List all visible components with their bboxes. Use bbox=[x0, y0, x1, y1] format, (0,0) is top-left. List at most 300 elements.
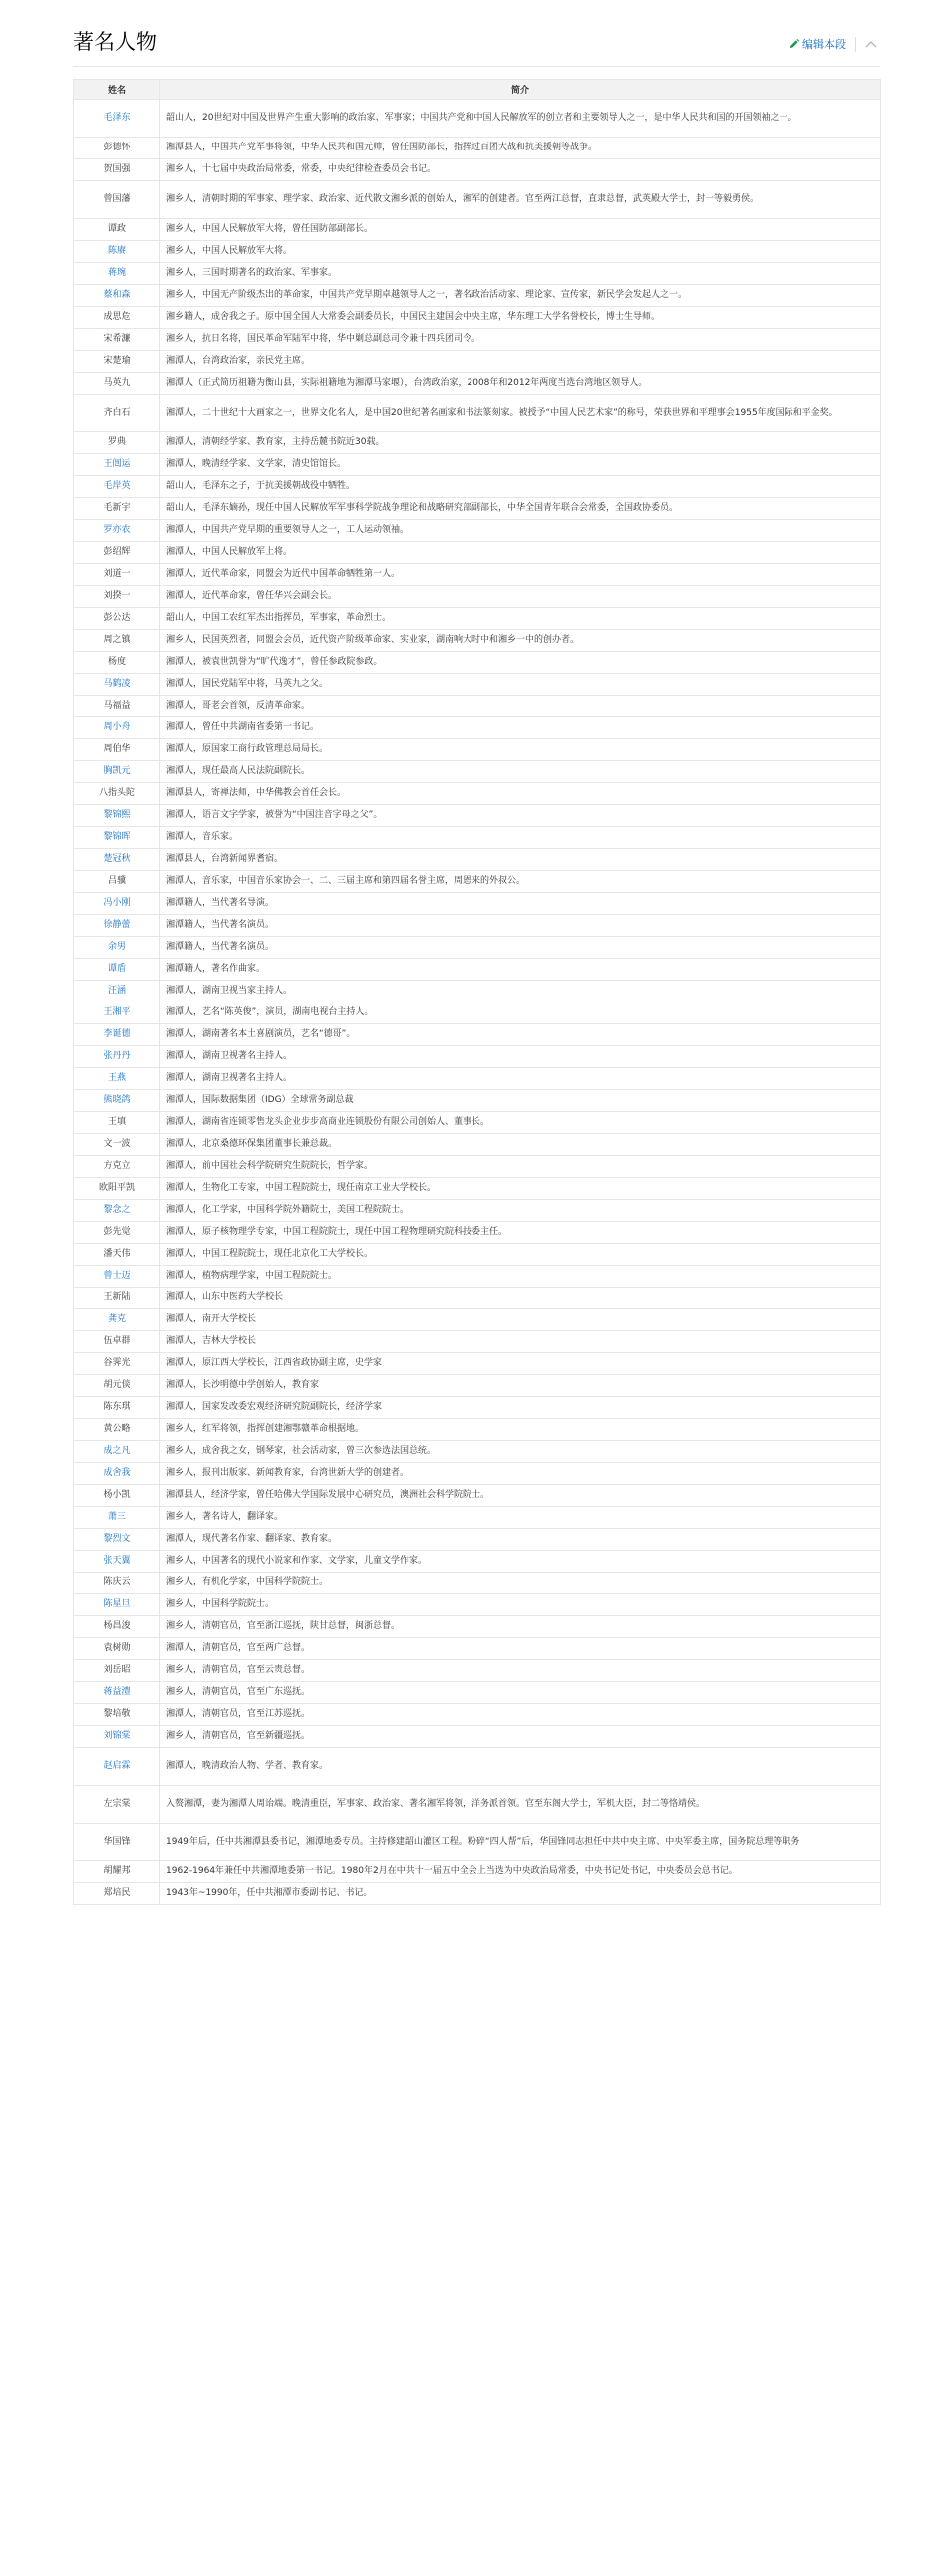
person-name-cell bbox=[74, 1266, 160, 1288]
person-description: 韶山人，中国工农红军杰出指挥员，军事家，革命烈士。 bbox=[160, 608, 881, 630]
person-description: 湘乡人，著名诗人，翻译家。 bbox=[160, 1507, 881, 1529]
table-row bbox=[74, 652, 881, 674]
person-name-cell bbox=[74, 564, 160, 586]
table-row bbox=[74, 1266, 881, 1288]
person-name-link[interactable]: 萧三 bbox=[107, 1512, 126, 1522]
person-name: 王新陆 bbox=[103, 1292, 131, 1302]
section-header bbox=[73, 0, 880, 67]
person-name-link[interactable]: 王燕 bbox=[107, 1073, 126, 1083]
person-name-cell bbox=[74, 1112, 160, 1134]
person-description: 湘潭人，北京桑德环保集团董事长兼总裁。 bbox=[160, 1134, 881, 1156]
person-description: 湘潭人，湖南著名本土喜剧演员，艺名“德哥”。 bbox=[160, 1024, 881, 1046]
table-row bbox=[74, 717, 881, 739]
table-row bbox=[74, 1463, 881, 1485]
person-name-link[interactable]: 熊晓鸽 bbox=[103, 1095, 131, 1105]
famous-people-section bbox=[73, 0, 880, 1898]
table-row bbox=[74, 1704, 881, 1726]
person-description: 湘潭人，国民党陆军中将，马英九之父。 bbox=[160, 674, 881, 696]
person-description: 湘潭人，台湾政治家，亲民党主席。 bbox=[160, 351, 881, 373]
table-row bbox=[74, 1331, 881, 1353]
table-row bbox=[74, 1551, 881, 1573]
person-name-cell bbox=[74, 498, 160, 520]
person-description: 湘乡人，民国英烈者，同盟会会员，近代资产阶级革命家、实业家，湖南响大时中和湘乡一中的创办者。 bbox=[160, 630, 881, 652]
person-name-cell bbox=[74, 1353, 160, 1375]
person-name: 谭政 bbox=[107, 224, 126, 234]
person-name: 彭德怀 bbox=[103, 143, 131, 152]
person-description: 湘潭人，前中国社会科学院研究生院院长，哲学家。 bbox=[160, 1156, 881, 1178]
person-name: 成思危 bbox=[103, 312, 131, 322]
table-row bbox=[74, 915, 881, 937]
person-description: 湘乡人，清朝官员，官至新疆巡抚。 bbox=[160, 1726, 881, 1748]
table-row bbox=[74, 1594, 881, 1616]
person-name: 周伯华 bbox=[103, 744, 131, 754]
table-row bbox=[74, 263, 881, 285]
table-row bbox=[74, 520, 881, 542]
table-row bbox=[74, 586, 881, 608]
person-name: 宋楚瑜 bbox=[103, 356, 131, 366]
person-name-cell bbox=[74, 1616, 160, 1638]
person-description: 湘乡人，中国人民解放军大将，曾任国防部副部长。 bbox=[160, 219, 881, 241]
person-name: 马福益 bbox=[103, 701, 131, 711]
person-description: 湘潭籍人，著名作曲家。 bbox=[160, 959, 881, 981]
table-row bbox=[74, 696, 881, 717]
table-row bbox=[74, 432, 881, 454]
person-description: 湘乡人，十七届中央政治局常委，常委，中央纪律检查委员会书记。 bbox=[160, 159, 881, 181]
person-name-cell bbox=[74, 1288, 160, 1309]
person-name: 潘天伟 bbox=[103, 1249, 131, 1259]
person-name: 马英九 bbox=[103, 378, 131, 388]
header-divider bbox=[855, 37, 856, 52]
person-name-cell bbox=[74, 329, 160, 351]
person-name-cell bbox=[74, 373, 160, 395]
person-name: 刘道一 bbox=[103, 569, 131, 579]
table-row bbox=[74, 1002, 881, 1024]
person-name-cell bbox=[74, 739, 160, 761]
person-description: 湘潭人，生物化工专家，中国工程院院士，现任南京工业大学校长。 bbox=[160, 1178, 881, 1200]
person-name-link[interactable]: 蒋琬 bbox=[107, 268, 126, 278]
table-row bbox=[74, 1178, 881, 1200]
table-row bbox=[74, 871, 881, 893]
person-name-cell bbox=[74, 608, 160, 630]
table-row bbox=[74, 1883, 881, 1905]
person-name-link[interactable]: 王湘平 bbox=[103, 1007, 131, 1017]
person-name: 伍卓群 bbox=[103, 1336, 131, 1346]
person-description: 湘潭人，湖南省连锁零售龙头企业步步高商业连锁股份有限公司创始人、董事长。 bbox=[160, 1112, 881, 1134]
column-header-description: 简介 bbox=[160, 80, 881, 100]
table-row bbox=[74, 630, 881, 652]
person-description: 湘乡人，中国科学院院士。 bbox=[160, 1594, 881, 1616]
person-name-cell bbox=[74, 351, 160, 373]
person-name-link[interactable]: 成舍我 bbox=[103, 1468, 131, 1478]
person-description: 湘潭县人，经济学家，曾任哈佛大学国际发展中心研究员，澳洲社会科学院院士。 bbox=[160, 1485, 881, 1507]
person-description: 湘潭人，清朝官员，官至两广总督。 bbox=[160, 1638, 881, 1660]
person-name: 彭绍辉 bbox=[103, 547, 131, 557]
person-description: 湘潭人，晚清经学家、文学家，清史馆馆长。 bbox=[160, 454, 881, 476]
table-row bbox=[74, 1573, 881, 1594]
person-description: 湘潭人，哥老会首领，反清革命家。 bbox=[160, 696, 881, 717]
person-name-cell bbox=[74, 849, 160, 871]
person-name-cell bbox=[74, 1134, 160, 1156]
person-name: 欧阳平凯 bbox=[98, 1183, 135, 1193]
person-name-cell bbox=[74, 1883, 160, 1905]
person-description: 湘潭籍人，当代著名导演。 bbox=[160, 893, 881, 915]
table-row bbox=[74, 1375, 881, 1397]
section-title: 著名人物 bbox=[73, 30, 157, 54]
table-row bbox=[74, 674, 881, 696]
person-name-cell bbox=[74, 696, 160, 717]
person-name-link[interactable]: 黎烈文 bbox=[103, 1534, 131, 1544]
table-row bbox=[74, 1288, 881, 1309]
person-description: 湘乡籍人，成舍我之子。原中国全国人大常委会副委员长，中国民主建国会中央主席，华东理工大学名誉校长，博士生导师。 bbox=[160, 307, 881, 329]
table-row bbox=[74, 373, 881, 395]
table-row bbox=[74, 1441, 881, 1463]
person-description: 湘潭人，中国人民解放军上将。 bbox=[160, 542, 881, 564]
person-description: 1962-1964年兼任中共湘潭地委第一书记。1980年2月在中共十一届五中全会上当选为中央政治局常委，中央书记处书记，中央委员会总书记。 bbox=[160, 1861, 881, 1883]
table-row bbox=[74, 981, 881, 1002]
person-name-cell bbox=[74, 1331, 160, 1353]
table-row bbox=[74, 783, 881, 805]
person-name: 陈东琪 bbox=[103, 1402, 131, 1412]
person-description: 湘乡人，三国时期著名的政治家、军事家。 bbox=[160, 263, 881, 285]
table-row bbox=[74, 498, 881, 520]
person-description: 湘潭人，南开大学校长 bbox=[160, 1309, 881, 1331]
table-row bbox=[74, 1353, 881, 1375]
person-name-link[interactable]: 罗亦农 bbox=[103, 525, 131, 535]
person-name-link[interactable]: 张丹丹 bbox=[103, 1051, 131, 1061]
person-name-cell bbox=[74, 263, 160, 285]
table-row bbox=[74, 307, 881, 329]
person-name: 袁树勋 bbox=[103, 1643, 131, 1653]
person-name-cell bbox=[74, 1463, 160, 1485]
person-name: 胡元倓 bbox=[103, 1380, 131, 1390]
person-name: 杨度 bbox=[107, 657, 126, 667]
person-description: 湘乡人，清朝官员，官至浙江巡抚，陕甘总督，闽浙总督。 bbox=[160, 1616, 881, 1638]
table-row bbox=[74, 1638, 881, 1660]
person-name-link[interactable]: 胸凯元 bbox=[103, 766, 131, 776]
person-description: 湘潭人，二十世纪十大画家之一，世界文化名人，是中国20世纪著名画家和书法篆刻家。被授予“中国人民艺术家”的称号，荣获世界和平理事会1955年度国际和平金奖。 bbox=[160, 395, 881, 432]
person-name-cell bbox=[74, 1178, 160, 1200]
collapse-section-button[interactable] bbox=[862, 33, 880, 55]
person-name-cell bbox=[74, 1024, 160, 1046]
person-name-cell bbox=[74, 395, 160, 432]
person-name-cell bbox=[74, 476, 160, 498]
person-description: 湘潭人，中国共产党早期的重要领导人之一，工人运动领袖。 bbox=[160, 520, 881, 542]
table-row bbox=[74, 351, 881, 373]
edit-section-button[interactable] bbox=[789, 37, 846, 53]
person-name: 华国锋 bbox=[103, 1837, 131, 1847]
person-name: 宋希濂 bbox=[103, 334, 131, 344]
table-row bbox=[74, 542, 881, 564]
person-name-link[interactable]: 陈赓 bbox=[107, 246, 126, 256]
person-name-cell bbox=[74, 1638, 160, 1660]
person-name-cell bbox=[74, 1200, 160, 1222]
table-row bbox=[74, 219, 881, 241]
person-name: 彭先觉 bbox=[103, 1227, 131, 1237]
person-name-cell bbox=[74, 138, 160, 159]
person-description: 1943年~1990年，任中共湘潭市委副书记、书记。 bbox=[160, 1883, 881, 1905]
person-description: 湘潭县人，中国共产党军事将领，中华人民共和国元帅，曾任国防部长，指挥过百团大战和抗美援朝等战争。 bbox=[160, 138, 881, 159]
person-name: 王填 bbox=[107, 1117, 126, 1127]
person-name-link[interactable]: 汪涵 bbox=[107, 986, 126, 996]
table-row bbox=[74, 454, 881, 476]
person-description: 湘潭人，中国工程院院士，现任北京化工大学校长。 bbox=[160, 1244, 881, 1266]
table-row bbox=[74, 476, 881, 498]
person-description: 湘潭人，原江西大学校长，江西省政协副主席，史学家 bbox=[160, 1353, 881, 1375]
person-description: 湘潭人，化工学家，中国科学院外籍院士，美国工程院院士。 bbox=[160, 1200, 881, 1222]
person-name-link[interactable]: 黎念之 bbox=[103, 1205, 131, 1215]
table-row bbox=[74, 1419, 881, 1441]
person-description: 湘乡人，清朝官员，官至云贵总督。 bbox=[160, 1660, 881, 1682]
person-description: 湘潭人，国家发改委宏观经济研究院副院长，经济学家 bbox=[160, 1397, 881, 1419]
person-description: 湘乡人，清朝时期的军事家、理学家、政治家、近代散文湘乡派的创始人，湘军的创建者。官至两江总督，直隶总督，武英殿大学士，封一等毅勇侯。 bbox=[160, 181, 881, 219]
person-name-cell bbox=[74, 1419, 160, 1441]
person-name-link[interactable]: 张天翼 bbox=[103, 1556, 131, 1566]
person-name-cell bbox=[74, 520, 160, 542]
person-name-cell bbox=[74, 981, 160, 1002]
person-description: 湘潭人，国际数据集团（IDG）全球常务副总裁 bbox=[160, 1090, 881, 1112]
person-name-cell bbox=[74, 827, 160, 849]
person-name-cell bbox=[74, 1156, 160, 1178]
person-name-cell bbox=[74, 1704, 160, 1726]
table-row bbox=[74, 1748, 881, 1786]
person-description: 湘乡人，有机化学家，中国科学院院士。 bbox=[160, 1573, 881, 1594]
table-row bbox=[74, 1024, 881, 1046]
person-description: 湘乡人，成舍我之女，钢琴家，社会活动家，曾三次参选法国总统。 bbox=[160, 1441, 881, 1463]
table-row bbox=[74, 1786, 881, 1824]
person-name: 毛新宇 bbox=[103, 503, 131, 513]
person-description: 湘潭人，湖南卫视著名主持人。 bbox=[160, 1068, 881, 1090]
person-name-link[interactable]: 余男 bbox=[107, 942, 126, 952]
table-row bbox=[74, 181, 881, 219]
person-name: 罗典 bbox=[107, 437, 126, 447]
person-description: 湘潭人，原国家工商行政管理总局局长。 bbox=[160, 739, 881, 761]
table-row bbox=[74, 959, 881, 981]
table-row bbox=[74, 138, 881, 159]
person-name: 郑培民 bbox=[103, 1888, 131, 1898]
person-name-cell bbox=[74, 1222, 160, 1244]
edit-section-label: 编辑本段 bbox=[802, 38, 846, 51]
person-description: 入赘湘潭，妻为湘潭人周诒端。晚清重臣，军事家、政治家、著名湘军将领，洋务派首领。官至东阁大学士，军机大臣，封二等恪靖侯。 bbox=[160, 1786, 881, 1824]
table-row bbox=[74, 1046, 881, 1068]
person-name-cell bbox=[74, 1507, 160, 1529]
person-name-link[interactable]: 陈星旦 bbox=[103, 1599, 131, 1609]
person-name: 胡耀邦 bbox=[103, 1866, 131, 1876]
person-description: 湘潭人，现任最高人民法院副院长。 bbox=[160, 761, 881, 783]
person-description: 湘潭人，艺名“陈英俊”，演员，湖南电视台主持人。 bbox=[160, 1002, 881, 1024]
person-name-cell bbox=[74, 871, 160, 893]
person-description: 湘乡人，中国著名的现代小说家和作家、文学家，儿童文学作家。 bbox=[160, 1551, 881, 1573]
table-row bbox=[74, 241, 881, 263]
person-description: 湘潭人，吉林大学校长 bbox=[160, 1331, 881, 1353]
person-description: 湘潭人，湖南卫视当家主持人。 bbox=[160, 981, 881, 1002]
person-name-cell bbox=[74, 1090, 160, 1112]
person-name: 文一波 bbox=[103, 1139, 131, 1149]
person-name: 曾国藩 bbox=[103, 194, 131, 204]
person-name-cell bbox=[74, 432, 160, 454]
table-row bbox=[74, 329, 881, 351]
person-name: 左宗棠 bbox=[103, 1799, 131, 1809]
person-name-cell bbox=[74, 159, 160, 181]
table-row bbox=[74, 1507, 881, 1529]
person-name-cell bbox=[74, 1824, 160, 1861]
person-name-cell bbox=[74, 959, 160, 981]
person-name-cell bbox=[74, 454, 160, 476]
person-name-cell bbox=[74, 652, 160, 674]
person-name-cell bbox=[74, 1726, 160, 1748]
table-row bbox=[74, 805, 881, 827]
table-row bbox=[74, 1616, 881, 1638]
table-row bbox=[74, 739, 881, 761]
table-row bbox=[74, 827, 881, 849]
person-name: 谷霁光 bbox=[103, 1358, 131, 1368]
person-name-link[interactable]: 马鹤凌 bbox=[103, 679, 131, 689]
table-row bbox=[74, 1134, 881, 1156]
person-description: 湘潭人（正式简历祖籍为衡山县，实际祖籍地为湘潭马家堰），台湾政治家，2008年和2012年两度当选台湾地区领导人。 bbox=[160, 373, 881, 395]
person-name-link[interactable]: 刘锦棠 bbox=[103, 1731, 131, 1741]
person-name-link[interactable]: 毛岸英 bbox=[103, 481, 131, 491]
person-description: 韶山人，毛泽东之子，于抗美援朝战役中牺牲。 bbox=[160, 476, 881, 498]
person-description: 湘潭人，语言文字学家，被誉为“中国注音字母之父”。 bbox=[160, 805, 881, 827]
person-name-cell bbox=[74, 1861, 160, 1883]
person-name-cell bbox=[74, 893, 160, 915]
person-name: 黎培敬 bbox=[103, 1709, 131, 1719]
person-name-cell bbox=[74, 285, 160, 307]
person-name-cell bbox=[74, 542, 160, 564]
table-row bbox=[74, 1112, 881, 1134]
person-description: 湘潭人，晚清政治人物、学者、教育家。 bbox=[160, 1748, 881, 1786]
person-name-link[interactable]: 楚冠秋 bbox=[103, 854, 131, 864]
person-description: 湘潭人，山东中医药大学校长 bbox=[160, 1288, 881, 1309]
person-name-link[interactable]: 徐静蕾 bbox=[103, 920, 131, 930]
person-name-link[interactable]: 蔡和森 bbox=[103, 290, 131, 300]
person-name-link[interactable]: 蒋益澧 bbox=[103, 1687, 131, 1697]
person-description: 湘潭县人，台湾新闻界耆宿。 bbox=[160, 849, 881, 871]
person-name-link[interactable]: 冯小刚 bbox=[103, 898, 131, 908]
person-name-cell bbox=[74, 100, 160, 138]
person-description: 湘乡人，清朝官员，官至广东巡抚。 bbox=[160, 1682, 881, 1704]
person-name-cell bbox=[74, 1046, 160, 1068]
person-name-cell bbox=[74, 1786, 160, 1824]
person-description: 湘潭人，清朝官员，官至江苏巡抚。 bbox=[160, 1704, 881, 1726]
table-row bbox=[74, 849, 881, 871]
person-name-cell bbox=[74, 1397, 160, 1419]
person-name-cell bbox=[74, 1309, 160, 1331]
column-header-name: 姓名 bbox=[74, 80, 160, 100]
person-name-cell bbox=[74, 1660, 160, 1682]
table-row bbox=[74, 100, 881, 138]
person-name-link[interactable]: 龚克 bbox=[107, 1314, 126, 1324]
famous-people-table bbox=[73, 79, 881, 1905]
person-name-cell bbox=[74, 1068, 160, 1090]
person-description: 湘乡人，抗日名将，国民革命军陆军中将，华中剿总副总司令兼十四兵团司令。 bbox=[160, 329, 881, 351]
person-description: 湘潭人，近代革命家，曾任华兴会副会长。 bbox=[160, 586, 881, 608]
person-description: 湘潭籍人，当代著名演员。 bbox=[160, 915, 881, 937]
person-description: 韶山人，20世纪对中国及世界产生重大影响的政治家、军事家；中国共产党和中国人民解放军的创立者和主要领导人之一，是中华人民共和国的开国领袖之一。 bbox=[160, 100, 881, 138]
pencil-icon bbox=[789, 39, 799, 49]
person-name-link[interactable]: 赵启霖 bbox=[103, 1761, 131, 1771]
person-name-cell bbox=[74, 1485, 160, 1507]
person-description: 湘潭人，原子核物理学专家，中国工程院院士，现任中国工程物理研究院科技委主任。 bbox=[160, 1222, 881, 1244]
table-row bbox=[74, 1824, 881, 1861]
person-description: 湘乡人，中国无产阶级杰出的革命家，中国共产党早期卓越领导人之一，著名政治活动家、理论家、宣传家，新民学会发起人之一。 bbox=[160, 285, 881, 307]
person-name-link[interactable]: 成之凡 bbox=[103, 1446, 131, 1456]
person-description: 湘潭人，长沙明德中学创始人，教育家 bbox=[160, 1375, 881, 1397]
person-name-cell bbox=[74, 1375, 160, 1397]
table-row bbox=[74, 1682, 881, 1704]
table-row bbox=[74, 1090, 881, 1112]
person-name-cell bbox=[74, 1529, 160, 1551]
person-description: 湘潭人，曾任中共湖南省委第一书记。 bbox=[160, 717, 881, 739]
person-name: 贺国强 bbox=[103, 164, 131, 174]
person-description: 湘乡人，报刊出版家、新闻教育家，台湾世新大学的创建者。 bbox=[160, 1463, 881, 1485]
table-row bbox=[74, 159, 881, 181]
table-row bbox=[74, 1397, 881, 1419]
person-name-link[interactable]: 黎锦熙 bbox=[103, 810, 131, 820]
person-name: 刘岳昭 bbox=[103, 1665, 131, 1675]
person-name: 陈庆云 bbox=[103, 1577, 131, 1587]
person-name-cell bbox=[74, 241, 160, 263]
person-name-cell bbox=[74, 805, 160, 827]
person-name: 刘揆一 bbox=[103, 591, 131, 601]
person-name-link[interactable]: 王闿运 bbox=[103, 459, 131, 469]
person-name: 黄公略 bbox=[103, 1424, 131, 1434]
person-description: 湘潭人，音乐家。 bbox=[160, 827, 881, 849]
person-name-cell bbox=[74, 1573, 160, 1594]
person-name-link[interactable]: 黎锦晖 bbox=[103, 832, 131, 842]
person-name-cell bbox=[74, 1441, 160, 1463]
person-description: 湘潭县人，寄禅法师，中华佛教会首任会长。 bbox=[160, 783, 881, 805]
person-description: 湘乡人，中国人民解放军大将。 bbox=[160, 241, 881, 263]
table-row bbox=[74, 893, 881, 915]
person-name-cell bbox=[74, 586, 160, 608]
person-description: 湘乡人，红军将领，指挥创建湘鄂赣革命根据地。 bbox=[160, 1419, 881, 1441]
person-name: 杨昌浚 bbox=[103, 1621, 131, 1631]
table-body bbox=[74, 100, 881, 1905]
person-name-cell bbox=[74, 915, 160, 937]
table-row bbox=[74, 395, 881, 432]
table-header-row bbox=[74, 80, 881, 100]
table-row bbox=[74, 937, 881, 959]
person-description: 湘潭籍人，当代著名演员。 bbox=[160, 937, 881, 959]
person-name: 彭公达 bbox=[103, 613, 131, 623]
person-description: 湘潭人，清朝经学家、教育家，主持岳麓书院近30载。 bbox=[160, 432, 881, 454]
person-name-cell bbox=[74, 783, 160, 805]
chevron-up-icon bbox=[862, 33, 880, 55]
person-description: 湘潭人，植物病理学家，中国工程院院士。 bbox=[160, 1266, 881, 1288]
person-name-link[interactable]: 周小舟 bbox=[103, 722, 131, 732]
person-name-cell bbox=[74, 761, 160, 783]
person-description: 湘潭人，现代著名作家、翻译家、教育家。 bbox=[160, 1529, 881, 1551]
person-name-cell bbox=[74, 1748, 160, 1786]
person-name: 杨小凯 bbox=[103, 1490, 131, 1500]
table-row bbox=[74, 761, 881, 783]
table-row bbox=[74, 1068, 881, 1090]
person-name-link[interactable]: 李诞德 bbox=[103, 1029, 131, 1039]
person-description: 湘潭人，音乐家，中国音乐家协会一、二、三届主席和第四届名誉主席，周恩来的外叔公。 bbox=[160, 871, 881, 893]
person-name-cell bbox=[74, 937, 160, 959]
person-name-cell bbox=[74, 1244, 160, 1266]
table-row bbox=[74, 1244, 881, 1266]
person-name-cell bbox=[74, 1002, 160, 1024]
person-name-link[interactable]: 谭盾 bbox=[107, 964, 126, 974]
person-name-cell bbox=[74, 717, 160, 739]
table-row bbox=[74, 1861, 881, 1883]
person-name-link[interactable]: 曾士迈 bbox=[103, 1271, 131, 1281]
person-name: 吕骥 bbox=[107, 876, 126, 886]
person-name-cell bbox=[74, 219, 160, 241]
person-name-link[interactable]: 毛泽东 bbox=[103, 113, 131, 123]
person-description: 湘潭人，被袁世凯誉为“旷代逸才”，曾任参政院参政。 bbox=[160, 652, 881, 674]
